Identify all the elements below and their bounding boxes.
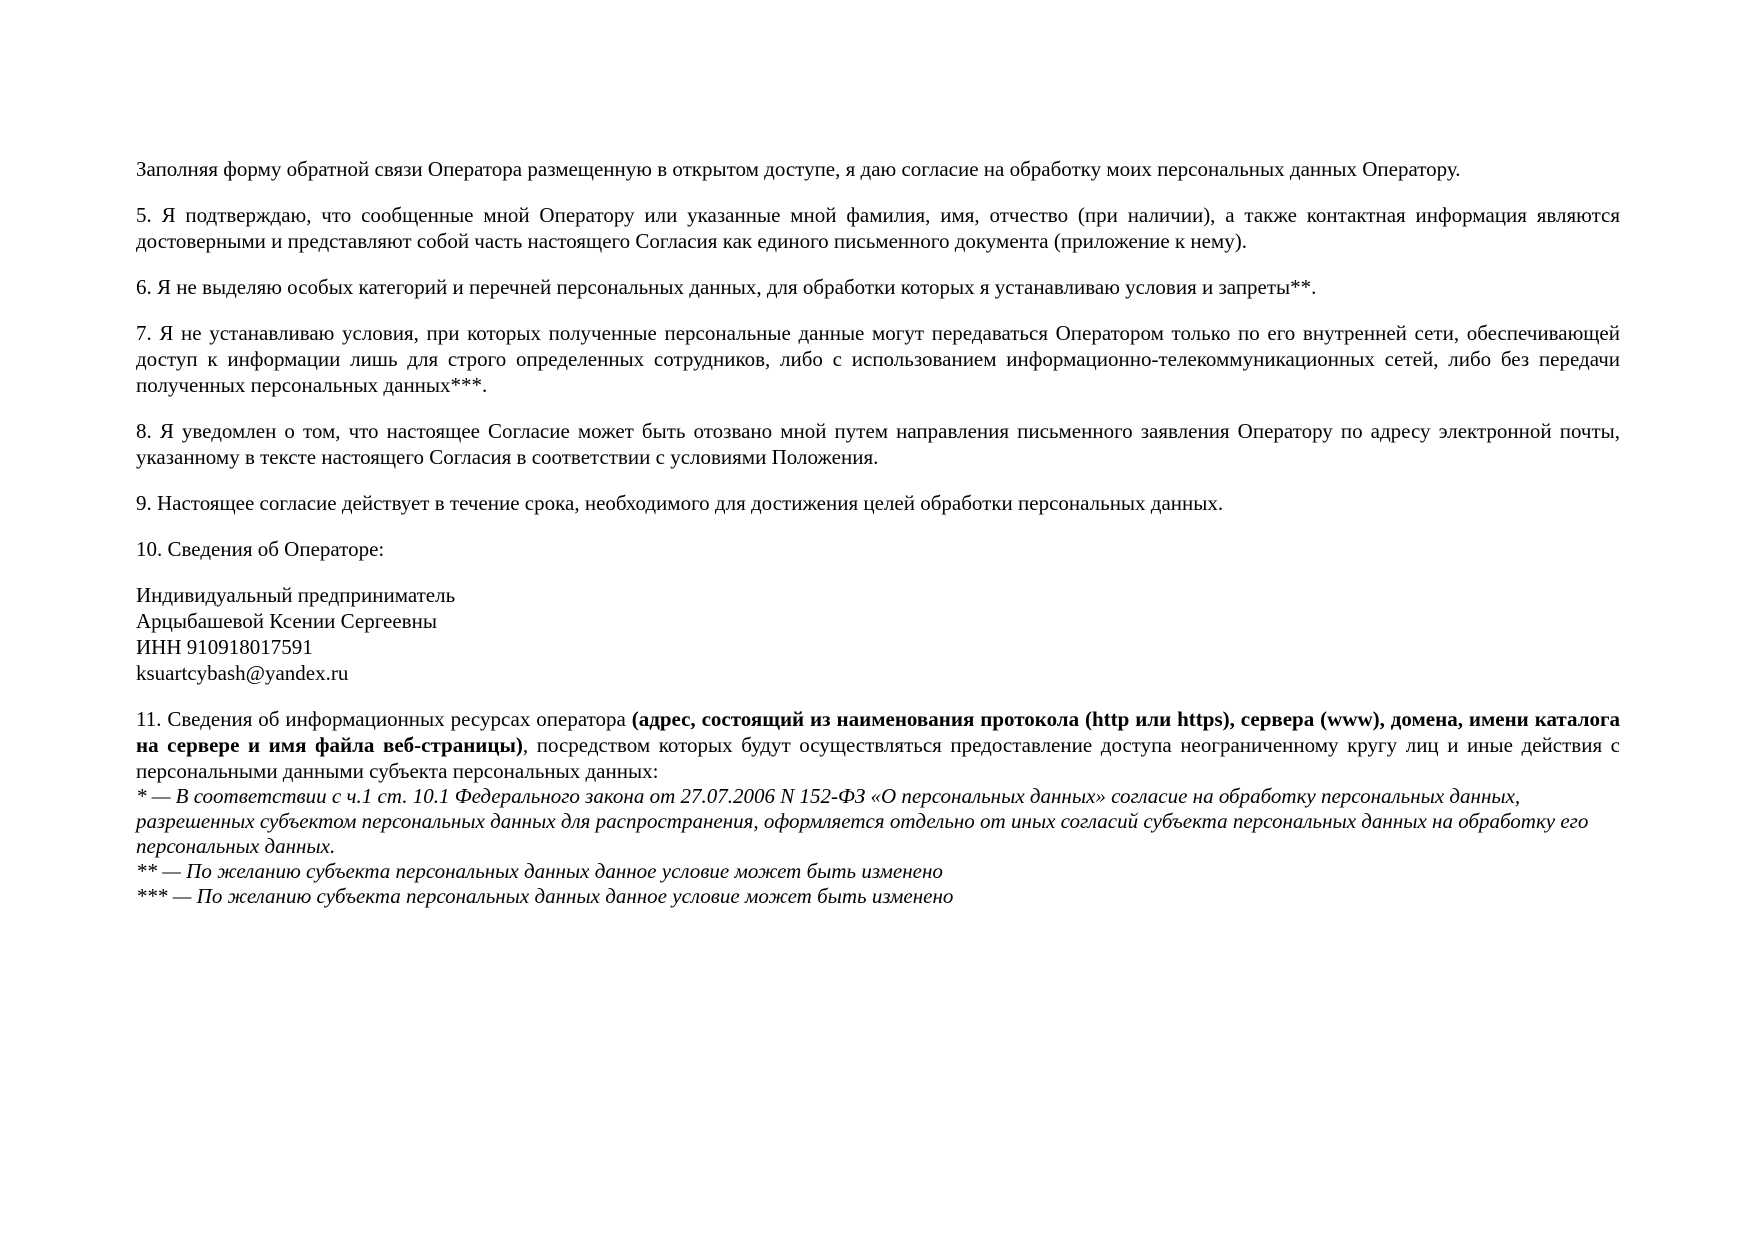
footnote-double-asterisk: ** — По желанию субъекта персональных данных данное условие может быть изменено xyxy=(136,859,943,883)
operator-type: Индивидуальный предприниматель xyxy=(136,583,456,607)
footnote-single-asterisk: * — В соответствии с ч.1 ст. 10.1 Федерального закона от 27.07.2006 N 152-ФЗ «О персональных данных» согласие на обработку персональных данных, разрешенных субъектом персональных данных для распространения, оформляется отдельно от иных согласий субъекта персональных данных на обработку его персональных данных. xyxy=(136,784,1589,858)
paragraph-7: 7. Я не устанавливаю условия, при которых полученные персональные данные могут передаваться Оператором только по его внутренней сети, обеспечивающей доступ к информации лишь для строго определенных сотрудников, либо с использованием информационно-телекоммуникационных сетей, либо без передачи полученных персональных данных***. xyxy=(136,321,1620,397)
paragraph-5: 5. Я подтверждаю, что сообщенные мной Оператору или указанные мной фамилия, имя, отчество (при наличии), а также контактная информация являются достоверными и представляют собой часть настоящего Согласия как единого письменного документа (приложение к нему). xyxy=(136,203,1620,253)
footnotes-block xyxy=(136,784,1620,909)
paragraph-10-heading: 10. Сведения об Операторе: xyxy=(136,537,385,561)
paragraph-intro: Заполняя форму обратной связи Оператора размещенную в открытом доступе, я даю согласие на обработку моих персональных данных Оператору. xyxy=(136,157,1461,181)
paragraph-11-text-after-bold: , посредством которых будут осуществляться предоставление доступа неограниченному кругу лиц и иные действия с персональными данными субъекта персональных данных: xyxy=(136,733,1620,783)
operator-inn: ИНН 910918017591 xyxy=(136,635,313,659)
operator-details xyxy=(136,582,1620,686)
paragraph-8: 8. Я уведомлен о том, что настоящее Согласие может быть отозвано мной путем направления письменного заявления Оператору по адресу электронной почты, указанному в тексте настоящего Согласия в соответствии с условиями Положения. xyxy=(136,419,1620,469)
operator-name: Арцыбашевой Ксении Сергеевны xyxy=(136,609,437,633)
document-content xyxy=(136,156,1620,909)
paragraph-11 xyxy=(136,706,1620,784)
paragraph-6: 6. Я не выделяю особых категорий и перечней персональных данных, для обработки которых я устанавливаю условия и запреты**. xyxy=(136,275,1317,299)
paragraph-9: 9. Настоящее согласие действует в течение срока, необходимого для достижения целей обработки персональных данных. xyxy=(136,491,1224,515)
paragraph-11-bold-text: (адрес, состоящий из наименования протокола (http или https), сервера (www), домена, имени каталога на сервере и имя файла веб-страницы) xyxy=(136,707,1621,757)
operator-email: ksuartcybash@yandex.ru xyxy=(136,661,349,685)
paragraph-11-text-before-bold: 11. Сведения об информационных ресурсах оператора xyxy=(136,707,632,731)
footnote-triple-asterisk: *** — По желанию субъекта персональных данных данное условие может быть изменено xyxy=(136,884,954,908)
